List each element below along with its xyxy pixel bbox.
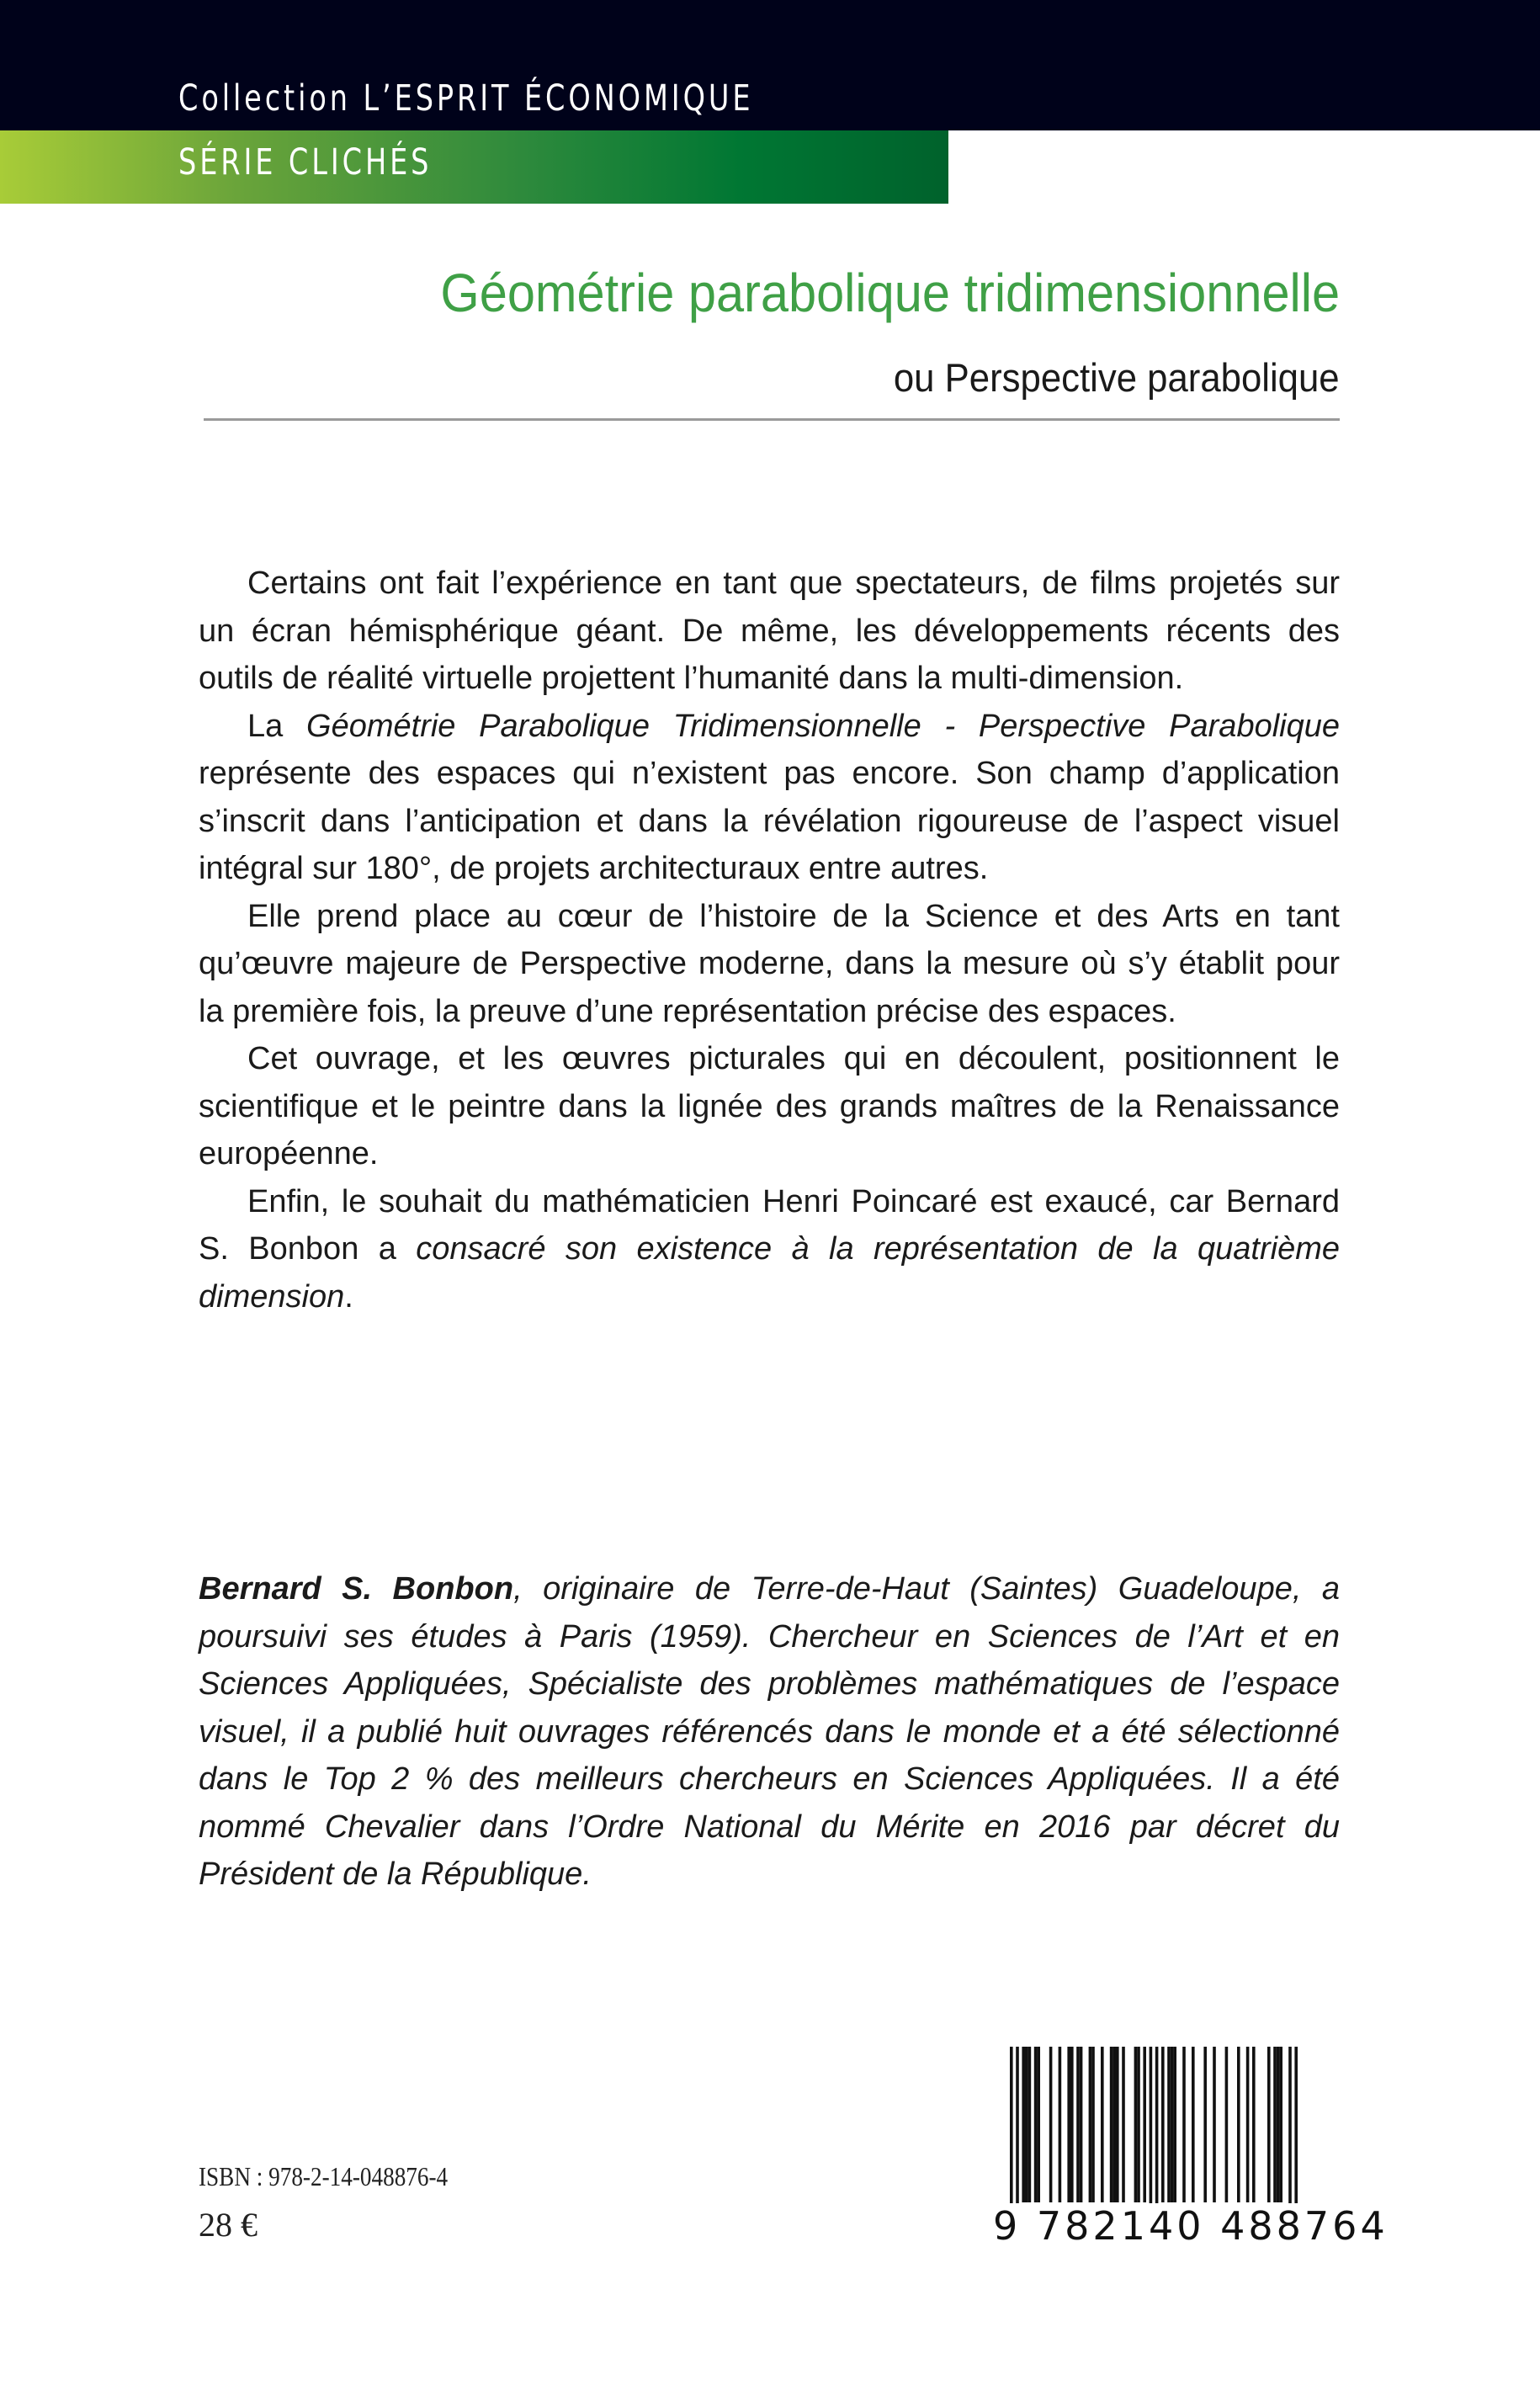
barcode-bar	[1049, 2047, 1053, 2202]
barcode-bar	[1267, 2047, 1271, 2202]
barcode-bar	[1225, 2047, 1229, 2202]
barcode-bar	[1110, 2047, 1113, 2202]
barcode-bar	[1277, 2047, 1280, 2202]
blurb-paragraph-1: Certains ont fait l’expérience en tant que spectateurs, de films projetés sur un écran hémisphérique géant. De même, les développements récents des outils de réalité virtuelle projettent l’humanité dans la multi-dimension.	[199, 566, 1340, 696]
barcode-bar	[1252, 2047, 1256, 2202]
barcode-bar	[1167, 2047, 1171, 2202]
barcode-bar	[1025, 2047, 1028, 2202]
barcode-bar	[1143, 2047, 1146, 2202]
blurb-paragraph-4: Cet ouvrage, et les œuvres picturales qui en découlent, positionnent le scientifique et le peintre dans la lignée des grands maîtres de la Renaissance européenne.	[199, 1041, 1340, 1171]
author-name: Bernard S. Bonbon	[199, 1571, 514, 1607]
barcode-bar	[1028, 2047, 1032, 2202]
blurb-p2-lead: La	[247, 708, 307, 744]
author-bio-text: , originaire de Terre-de-Haut (Saintes) Guadeloupe, a poursuivi ses études à Paris (1959). Chercheur en Sciences de l’Art et en Sciences Appliquées, Spécialiste des problèmes mathématiques de l’espace visuel, il a publié huit ouvrages référencés dans le monde et a été sélectionné dans le Top 2 % des meilleurs chercheurs en Sciences Appliquées. Il a été nommé Chevalier dans l’Ordre National du Mérite en 2016 par décret du Président de la République.	[199, 1571, 1340, 1892]
barcode-bar	[1155, 2047, 1159, 2222]
barcode-bar	[1134, 2047, 1138, 2202]
blurb-paragraph-5	[199, 1178, 1340, 1321]
barcode-bar	[1067, 2047, 1070, 2202]
barcode-bar	[1034, 2047, 1038, 2202]
barcode-bar	[1091, 2047, 1095, 2202]
book-title: Géométrie parabolique tridimensionnelle	[440, 263, 1340, 323]
blurb-p5-lead: Enfin, le souhait du mathématicien Henri Poincaré est exaucé, car Bernard S. Bonbon a	[199, 1183, 1340, 1267]
barcode-bar	[1137, 2047, 1140, 2202]
blurb-p2-rest: représente des espaces qui n’existent pas encore. Son champ d’application s’inscrit dans l’anticipation et dans la révélation rigoureuse de l’aspect visuel intégral sur 180°, de projets architecturaux entre autres.	[199, 756, 1340, 886]
barcode-bar	[1246, 2047, 1250, 2202]
collection-name: Collection L’ESPRIT ÉCONOMIQUE	[178, 77, 754, 120]
barcode-bar	[1010, 2047, 1013, 2222]
barcode-bar	[1213, 2047, 1216, 2202]
barcode-digits: 9 782140 488764	[993, 2203, 1389, 2249]
barcode-bar	[1076, 2047, 1080, 2202]
series-band	[0, 130, 948, 204]
barcode-bar	[1089, 2047, 1092, 2202]
barcode-bar	[1113, 2047, 1116, 2202]
title-divider	[204, 418, 1340, 421]
barcode-bar	[1288, 2047, 1292, 2222]
barcode-bar	[1171, 2047, 1174, 2202]
barcode-bar	[1182, 2047, 1186, 2202]
barcode-bar	[1080, 2047, 1083, 2202]
book-subtitle: ou Perspective parabolique	[894, 355, 1340, 400]
barcode-bar	[1192, 2047, 1195, 2202]
blurb-paragraph-2	[199, 703, 1340, 893]
blurb-p5-italic: consacré son existence à la représentation de la quatrième dimension	[199, 1231, 1340, 1315]
barcode-bar	[1173, 2047, 1176, 2202]
barcode-bar	[1101, 2047, 1104, 2202]
barcode-bar	[1273, 2047, 1277, 2202]
barcode-bar	[1150, 2047, 1153, 2222]
blurb-p5-end: .	[344, 1278, 353, 1315]
isbn: ISBN : 978-2-14-048876-4	[199, 2161, 449, 2191]
barcode-bar	[1116, 2047, 1119, 2202]
barcode-bar	[1279, 2047, 1282, 2202]
barcode-bar	[1022, 2047, 1025, 2202]
blurb-p2-italic: Géométrie Parabolique Tridimensionnelle - Perspective Parabolique	[306, 708, 1340, 744]
barcode-bar	[1016, 2047, 1019, 2222]
barcode-bar	[1237, 2047, 1240, 2202]
barcode-bar	[1294, 2047, 1298, 2222]
price: 28 €	[199, 2206, 258, 2244]
barcode-bar	[1037, 2047, 1040, 2202]
barcode-bar	[1161, 2047, 1165, 2202]
barcode-bar	[1203, 2047, 1207, 2202]
blurb	[199, 560, 1340, 1320]
author-bio	[199, 1565, 1340, 1899]
blurb-paragraph-3: Elle prend place au cœur de l’histoire de la Science et des Arts en tant qu’œuvre majeure de Perspective moderne, dans la mesure où s’y établit pour la première fois, la preuve d’une représentation précise des espaces.	[199, 898, 1340, 1029]
barcode-bar	[1070, 2047, 1074, 2202]
series-name: SÉRIE CLICHÉS	[178, 141, 433, 183]
barcode-bar	[1122, 2047, 1125, 2202]
barcode-bar	[1059, 2047, 1062, 2202]
